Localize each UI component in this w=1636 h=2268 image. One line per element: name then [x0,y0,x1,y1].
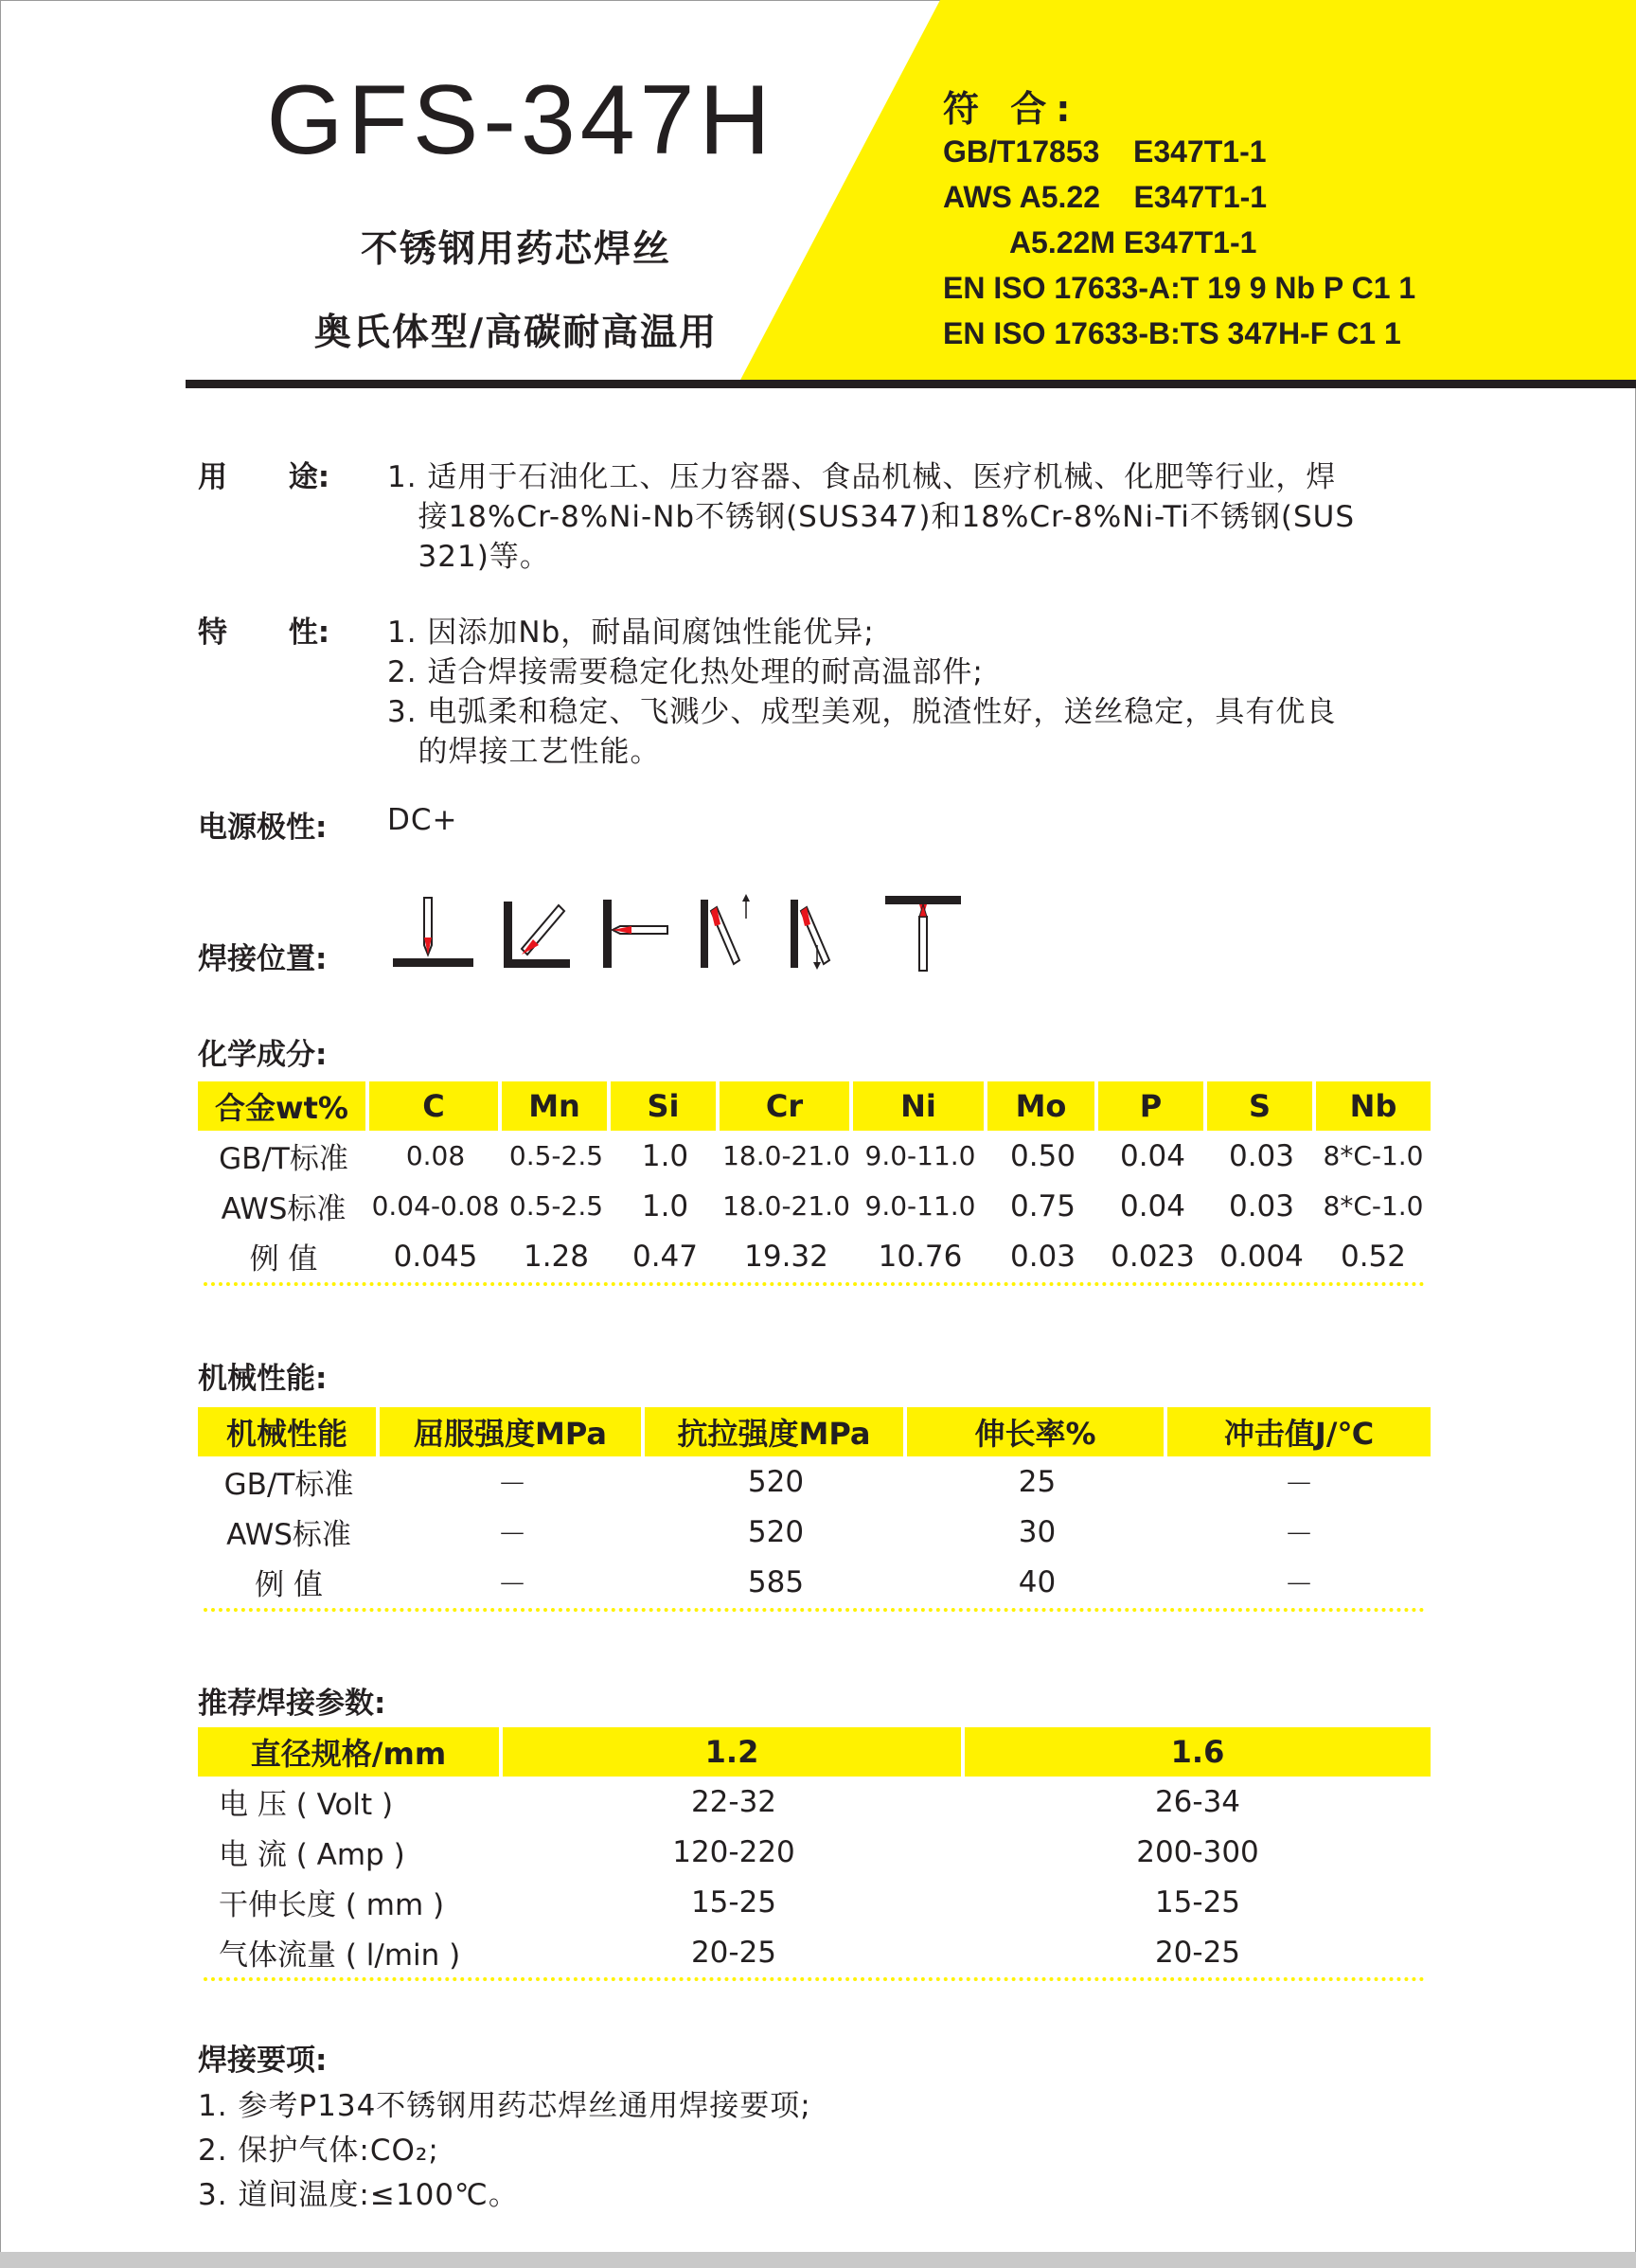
table-cell: 20-25 [1154,1935,1241,1970]
table-cell: 电 压 ( Volt ) [219,1788,394,1822]
table-cell: － [1284,1568,1314,1602]
table-header-cell: Ni [853,1081,984,1131]
usage-line: 321)等。 [387,540,550,574]
table-cell: 0.50 [1009,1138,1076,1173]
table-cell: 0.5-2.5 [508,1140,604,1171]
table-cell: 0.47 [631,1239,699,1274]
table-header-cell: Mo [987,1081,1094,1131]
table-header-cell: 直径规格/mm [198,1727,499,1777]
table-cell: 18.0-21.0 [722,1190,850,1222]
table-header-cell: 伸长率% [907,1407,1164,1456]
table-cell: 520 [747,1464,805,1499]
table-cell: 气体流量 ( l/min ) [219,1938,461,1973]
feature-line: 1. 因添加Nb，耐晶间腐蚀性能优异; [387,616,875,650]
table-cell: 200-300 [1136,1834,1259,1869]
table-header-cell: S [1207,1081,1312,1131]
table-cell: 520 [747,1514,805,1549]
dotted-divider [204,1608,1425,1612]
horizontal-position-icon [603,900,667,968]
notes-label: 焊接要项: [198,2044,328,2078]
table-cell: 0.08 [405,1140,466,1171]
welding-position-icons [383,890,970,975]
table-cell: 0.04-0.08 [371,1190,500,1222]
note-line: 3. 道间温度:≤100℃。 [198,2178,519,2212]
standard-line: AWS A5.22 E347T1-1 [943,180,1268,214]
table-cell: 0.52 [1340,1239,1407,1274]
table-header-cell: 1.6 [965,1727,1431,1777]
note-line: 1. 参考P134不锈钢用药芯焊丝通用焊接要项; [198,2089,811,2123]
table-cell: 9.0-11.0 [864,1140,976,1171]
dotted-divider [204,1977,1425,1981]
table-cell: 0.03 [1228,1188,1295,1223]
table-cell: 15-25 [690,1884,777,1920]
table-cell: AWS标准 [221,1192,347,1226]
table-header-cell: 1.2 [503,1727,961,1777]
table-header-cell: Cr [720,1081,849,1131]
feature-line: 的焊接工艺性能。 [387,735,661,769]
compliance-label: 符 合: [943,88,1080,130]
table-cell: 0.03 [1009,1239,1076,1274]
table-cell: － [497,1468,527,1502]
table-cell: 1.28 [523,1239,590,1274]
table-cell: GB/T标准 [223,1468,354,1502]
table-cell: 18.0-21.0 [722,1140,850,1171]
table-header-cell: P [1098,1081,1203,1131]
table-cell: 0.045 [393,1239,478,1274]
table-cell: 0.75 [1009,1188,1076,1223]
product-category: 奥氏体型/高碳耐高温用 [313,312,719,354]
table-cell: 1.0 [641,1188,689,1223]
table-cell: 26-34 [1154,1784,1241,1819]
table-cell: 25 [1018,1464,1057,1499]
features-label: 特 性: [198,616,330,650]
parameters-table [198,1727,1431,1977]
usage-label: 用 途: [198,460,330,494]
table-header-cell: Nb [1316,1081,1431,1131]
table-cell: 10.76 [878,1239,963,1274]
header-divider [186,380,1636,388]
table-cell: GB/T标准 [219,1142,348,1176]
table-header-cell: 冲击值J/℃ [1167,1407,1431,1456]
mechanical-label: 机械性能: [198,1362,328,1396]
standard-line: A5.22M E347T1-1 [943,225,1257,259]
table-cell: 电 流 ( Amp ) [219,1838,405,1872]
dotted-divider [204,1282,1425,1286]
table-cell: 40 [1018,1564,1057,1599]
vertical-down-icon [791,900,829,970]
table-cell: 1.0 [641,1138,689,1173]
table-cell: AWS标准 [226,1518,351,1552]
table-cell: 20-25 [690,1935,777,1970]
polarity-label: 电源极性: [198,811,328,845]
table-cell: 0.03 [1228,1138,1295,1173]
table-cell: 30 [1018,1514,1057,1549]
usage-line: 接18%Cr-8%Ni-Nb不锈钢(SUS347)和18%Cr-8%Ni-Ti不锈钢(SUS [387,500,1356,534]
mechanical-table [198,1407,1431,1607]
table-cell: 22-32 [690,1784,777,1819]
product-subtitle: 不锈钢用药芯焊丝 [360,228,671,271]
table-cell: 8*C-1.0 [1323,1140,1424,1171]
horizontal-fillet-icon [504,902,570,968]
standard-line: EN ISO 17633-B:TS 347H-F C1 1 [943,316,1401,350]
flat-position-icon [393,898,473,967]
note-line: 2. 保护气体:CO₂; [198,2134,439,2168]
table-cell: 8*C-1.0 [1323,1190,1424,1222]
feature-line: 3. 电弧柔和稳定、飞溅少、成型美观，脱渣性好，送丝稳定，具有优良 [387,695,1337,729]
table-cell: 0.004 [1219,1239,1304,1274]
overhead-position-icon [885,896,961,971]
table-cell: 例 值 [255,1568,323,1602]
polarity-value: DC+ [387,803,458,837]
table-cell: － [497,1518,527,1552]
table-cell: 19.32 [744,1239,828,1274]
table-cell: 120-220 [672,1834,795,1869]
table-cell: － [1284,1518,1314,1552]
parameters-label: 推荐焊接参数: [198,1687,386,1721]
table-cell: 0.04 [1119,1138,1186,1173]
table-header-cell: 合金wt% [198,1081,365,1131]
table-header-cell: C [369,1081,498,1131]
table-header-cell: Mn [502,1081,607,1131]
positions-label: 焊接位置: [198,942,328,976]
table-cell: － [497,1568,527,1602]
standard-line: GB/T17853 E347T1-1 [943,134,1267,169]
table-header-cell: 机械性能 [198,1407,376,1456]
table-cell: 585 [747,1564,805,1599]
table-cell: 15-25 [1154,1884,1241,1920]
table-header-cell: Si [611,1081,716,1131]
chemical-label: 化学成分: [198,1038,328,1072]
product-title: GFS-347H [266,65,775,175]
table-cell: － [1284,1468,1314,1502]
table-cell: 0.5-2.5 [508,1190,604,1222]
table-header-cell: 屈服强度MPa [380,1407,641,1456]
standard-line: EN ISO 17633-A:T 19 9 Nb P C1 1 [943,271,1416,305]
table-cell: 9.0-11.0 [864,1190,976,1222]
feature-line: 2. 适合焊接需要稳定化热处理的耐高温部件; [387,655,984,689]
table-cell: 例 值 [249,1242,318,1277]
bottom-edge-bar [0,2252,1636,2268]
table-header-cell: 抗拉强度MPa [645,1407,903,1456]
chemical-table [198,1081,1431,1281]
usage-line: 1. 适用于石油化工、压力容器、食品机械、医疗机械、化肥等行业，焊 [387,460,1337,494]
table-cell: 0.023 [1111,1239,1195,1274]
table-cell: 0.04 [1119,1188,1186,1223]
table-cell: 干伸长度 ( mm ) [219,1888,445,1922]
vertical-up-icon [701,894,750,968]
